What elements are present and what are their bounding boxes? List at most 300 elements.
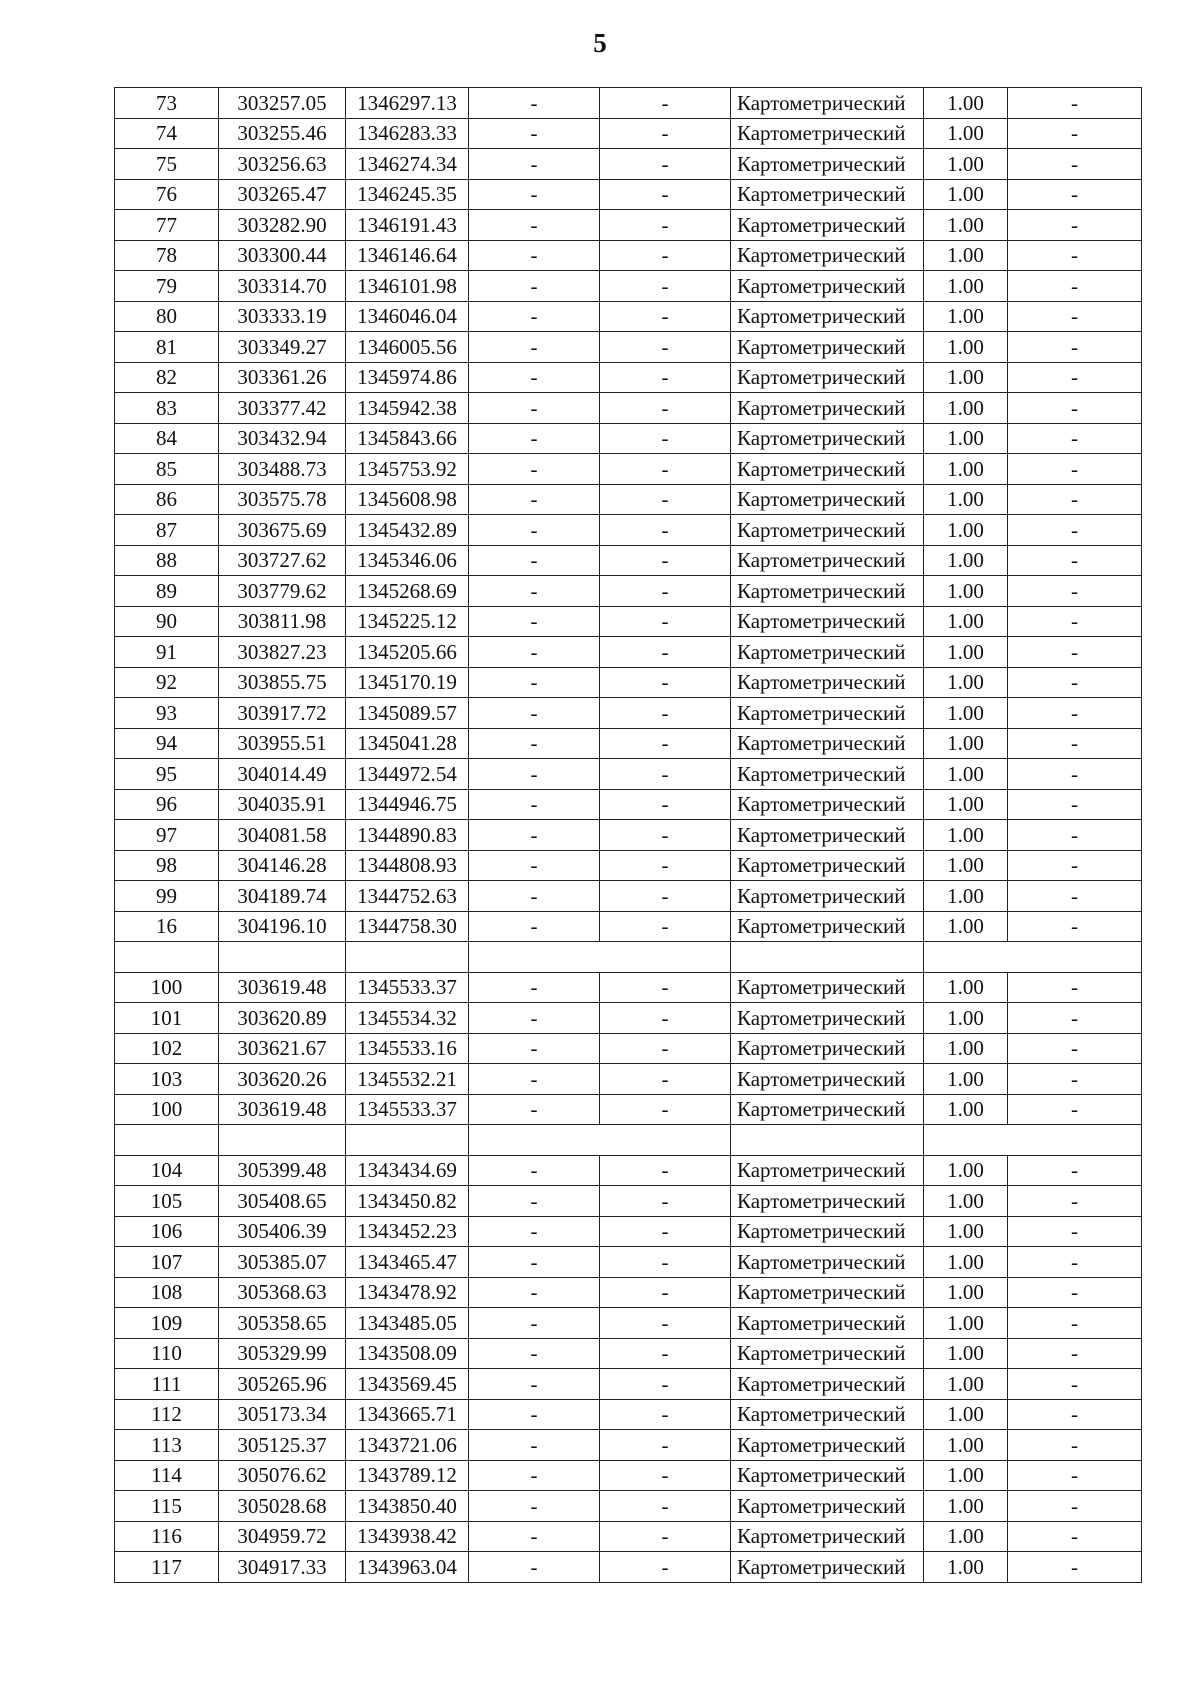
dash-cell: -: [600, 759, 731, 790]
dash-cell: -: [469, 423, 600, 454]
accuracy-cell: 1.00: [924, 210, 1008, 241]
dash-cell: -: [600, 1277, 731, 1308]
table-row: [115, 271, 1142, 302]
method-cell: Картометрический: [731, 820, 924, 851]
point-number-cell: 73: [115, 88, 219, 119]
x-coordinate-cell: 305329.99: [219, 1338, 346, 1369]
x-coordinate-cell: 303620.26: [219, 1064, 346, 1095]
method-cell: Картометрический: [731, 1003, 924, 1034]
dash-cell: -: [469, 1033, 600, 1064]
dash-cell: -: [600, 850, 731, 881]
separator-row: [115, 1125, 1142, 1156]
point-number-cell: 74: [115, 118, 219, 149]
empty-cell: [731, 1125, 924, 1156]
dash-cell: -: [600, 423, 731, 454]
empty-cell: [469, 942, 731, 973]
point-number-cell: 80: [115, 301, 219, 332]
point-number-cell: 75: [115, 149, 219, 180]
x-coordinate-cell: 303827.23: [219, 637, 346, 668]
method-cell: Картометрический: [731, 393, 924, 424]
table-row: [115, 911, 1142, 942]
accuracy-cell: 1.00: [924, 637, 1008, 668]
table-row: [115, 820, 1142, 851]
method-cell: Картометрический: [731, 1369, 924, 1400]
dash-cell: -: [600, 1552, 731, 1583]
dash-cell: -: [1008, 667, 1142, 698]
point-number-cell: 100: [115, 972, 219, 1003]
dash-cell: -: [469, 179, 600, 210]
point-number-cell: 106: [115, 1216, 219, 1247]
table-row: [115, 606, 1142, 637]
method-cell: Картометрический: [731, 972, 924, 1003]
method-cell: Картометрический: [731, 698, 924, 729]
dash-cell: -: [600, 1521, 731, 1552]
method-cell: Картометрический: [731, 759, 924, 790]
method-cell: Картометрический: [731, 118, 924, 149]
dash-cell: -: [1008, 850, 1142, 881]
dash-cell: -: [469, 301, 600, 332]
point-number-cell: 84: [115, 423, 219, 454]
point-number-cell: 97: [115, 820, 219, 851]
y-coordinate-cell: 1345089.57: [346, 698, 469, 729]
table-row: [115, 972, 1142, 1003]
dash-cell: -: [469, 149, 600, 180]
dash-cell: -: [469, 362, 600, 393]
table-row: [115, 210, 1142, 241]
dash-cell: -: [1008, 881, 1142, 912]
x-coordinate-cell: 303619.48: [219, 1094, 346, 1125]
table-row: [115, 1552, 1142, 1583]
table-row: [115, 1399, 1142, 1430]
y-coordinate-cell: 1345205.66: [346, 637, 469, 668]
accuracy-cell: 1.00: [924, 820, 1008, 851]
dash-cell: -: [600, 1247, 731, 1278]
x-coordinate-cell: 303621.67: [219, 1033, 346, 1064]
dash-cell: -: [469, 545, 600, 576]
accuracy-cell: 1.00: [924, 1064, 1008, 1095]
dash-cell: -: [600, 1094, 731, 1125]
x-coordinate-cell: 305028.68: [219, 1491, 346, 1522]
table-row: [115, 1186, 1142, 1217]
point-number-cell: 90: [115, 606, 219, 637]
table-row: [115, 1338, 1142, 1369]
dash-cell: -: [469, 637, 600, 668]
accuracy-cell: 1.00: [924, 1247, 1008, 1278]
y-coordinate-cell: 1346274.34: [346, 149, 469, 180]
y-coordinate-cell: 1344946.75: [346, 789, 469, 820]
dash-cell: -: [469, 240, 600, 271]
table-row: [115, 1430, 1142, 1461]
method-cell: Картометрический: [731, 1186, 924, 1217]
table-row: [115, 332, 1142, 363]
dash-cell: -: [1008, 515, 1142, 546]
x-coordinate-cell: 303855.75: [219, 667, 346, 698]
point-number-cell: 103: [115, 1064, 219, 1095]
dash-cell: -: [1008, 1216, 1142, 1247]
accuracy-cell: 1.00: [924, 1186, 1008, 1217]
dash-cell: -: [469, 698, 600, 729]
dash-cell: -: [1008, 362, 1142, 393]
accuracy-cell: 1.00: [924, 1308, 1008, 1339]
table-row: [115, 1003, 1142, 1034]
point-number-cell: 114: [115, 1460, 219, 1491]
y-coordinate-cell: 1345974.86: [346, 362, 469, 393]
accuracy-cell: 1.00: [924, 1552, 1008, 1583]
method-cell: Картометрический: [731, 911, 924, 942]
x-coordinate-cell: 303619.48: [219, 972, 346, 1003]
point-number-cell: 92: [115, 667, 219, 698]
point-number-cell: 113: [115, 1430, 219, 1461]
dash-cell: -: [1008, 1308, 1142, 1339]
method-cell: Картометрический: [731, 545, 924, 576]
dash-cell: -: [600, 1491, 731, 1522]
dash-cell: -: [600, 362, 731, 393]
x-coordinate-cell: 303333.19: [219, 301, 346, 332]
y-coordinate-cell: 1343721.06: [346, 1430, 469, 1461]
dash-cell: -: [1008, 1247, 1142, 1278]
accuracy-cell: 1.00: [924, 118, 1008, 149]
point-number-cell: 82: [115, 362, 219, 393]
point-number-cell: 94: [115, 728, 219, 759]
method-cell: Картометрический: [731, 1491, 924, 1522]
dash-cell: -: [600, 393, 731, 424]
dash-cell: -: [469, 820, 600, 851]
accuracy-cell: 1.00: [924, 576, 1008, 607]
x-coordinate-cell: 303917.72: [219, 698, 346, 729]
y-coordinate-cell: 1345608.98: [346, 484, 469, 515]
method-cell: Картометрический: [731, 1064, 924, 1095]
method-cell: Картометрический: [731, 149, 924, 180]
y-coordinate-cell: 1344808.93: [346, 850, 469, 881]
dash-cell: -: [600, 637, 731, 668]
x-coordinate-cell: 305173.34: [219, 1399, 346, 1430]
dash-cell: -: [1008, 1003, 1142, 1034]
dash-cell: -: [1008, 332, 1142, 363]
table-row: [115, 1247, 1142, 1278]
x-coordinate-cell: 305385.07: [219, 1247, 346, 1278]
accuracy-cell: 1.00: [924, 911, 1008, 942]
dash-cell: -: [469, 1094, 600, 1125]
dash-cell: -: [600, 88, 731, 119]
point-number-cell: 111: [115, 1369, 219, 1400]
accuracy-cell: 1.00: [924, 606, 1008, 637]
dash-cell: -: [469, 1521, 600, 1552]
x-coordinate-cell: 304196.10: [219, 911, 346, 942]
dash-cell: -: [469, 972, 600, 1003]
x-coordinate-cell: 303620.89: [219, 1003, 346, 1034]
y-coordinate-cell: 1346191.43: [346, 210, 469, 241]
point-number-cell: 78: [115, 240, 219, 271]
x-coordinate-cell: 303256.63: [219, 149, 346, 180]
accuracy-cell: 1.00: [924, 1430, 1008, 1461]
dash-cell: -: [600, 515, 731, 546]
y-coordinate-cell: 1345346.06: [346, 545, 469, 576]
dash-cell: -: [1008, 759, 1142, 790]
y-coordinate-cell: 1345432.89: [346, 515, 469, 546]
dash-cell: -: [469, 1460, 600, 1491]
accuracy-cell: 1.00: [924, 515, 1008, 546]
table-row: [115, 1521, 1142, 1552]
y-coordinate-cell: 1346283.33: [346, 118, 469, 149]
table-row: [115, 759, 1142, 790]
method-cell: Картометрический: [731, 454, 924, 485]
point-number-cell: 101: [115, 1003, 219, 1034]
dash-cell: -: [1008, 1094, 1142, 1125]
table-row: [115, 728, 1142, 759]
method-cell: Картометрический: [731, 1338, 924, 1369]
method-cell: Картометрический: [731, 1216, 924, 1247]
table-row: [115, 1216, 1142, 1247]
point-number-cell: 107: [115, 1247, 219, 1278]
method-cell: Картометрический: [731, 667, 924, 698]
dash-cell: -: [600, 728, 731, 759]
y-coordinate-cell: 1344758.30: [346, 911, 469, 942]
point-number-cell: 85: [115, 454, 219, 485]
dash-cell: -: [600, 149, 731, 180]
accuracy-cell: 1.00: [924, 301, 1008, 332]
x-coordinate-cell: 304035.91: [219, 789, 346, 820]
dash-cell: -: [469, 1552, 600, 1583]
accuracy-cell: 1.00: [924, 423, 1008, 454]
dash-cell: -: [1008, 179, 1142, 210]
dash-cell: -: [1008, 789, 1142, 820]
dash-cell: -: [1008, 820, 1142, 851]
point-number-cell: 16: [115, 911, 219, 942]
dash-cell: -: [469, 728, 600, 759]
y-coordinate-cell: 1344972.54: [346, 759, 469, 790]
dash-cell: -: [469, 576, 600, 607]
y-coordinate-cell: 1343938.42: [346, 1521, 469, 1552]
dash-cell: -: [469, 1216, 600, 1247]
y-coordinate-cell: 1346005.56: [346, 332, 469, 363]
dash-cell: -: [469, 1491, 600, 1522]
accuracy-cell: 1.00: [924, 850, 1008, 881]
accuracy-cell: 1.00: [924, 1338, 1008, 1369]
point-number-cell: 95: [115, 759, 219, 790]
x-coordinate-cell: 303282.90: [219, 210, 346, 241]
table-row: [115, 301, 1142, 332]
dash-cell: -: [469, 515, 600, 546]
point-number-cell: 98: [115, 850, 219, 881]
dash-cell: -: [1008, 1064, 1142, 1095]
dash-cell: -: [1008, 576, 1142, 607]
dash-cell: -: [1008, 1369, 1142, 1400]
accuracy-cell: 1.00: [924, 728, 1008, 759]
empty-cell: [924, 942, 1142, 973]
y-coordinate-cell: 1345170.19: [346, 667, 469, 698]
method-cell: Картометрический: [731, 637, 924, 668]
dash-cell: -: [600, 301, 731, 332]
dash-cell: -: [600, 1033, 731, 1064]
dash-cell: -: [600, 210, 731, 241]
table-row: [115, 637, 1142, 668]
point-number-cell: 99: [115, 881, 219, 912]
table-row: [115, 362, 1142, 393]
accuracy-cell: 1.00: [924, 667, 1008, 698]
dash-cell: -: [469, 1399, 600, 1430]
method-cell: Картометрический: [731, 1155, 924, 1186]
table-row: [115, 393, 1142, 424]
dash-cell: -: [600, 820, 731, 851]
dash-cell: -: [1008, 1399, 1142, 1430]
y-coordinate-cell: 1346297.13: [346, 88, 469, 119]
accuracy-cell: 1.00: [924, 545, 1008, 576]
dash-cell: -: [469, 667, 600, 698]
dash-cell: -: [1008, 1521, 1142, 1552]
y-coordinate-cell: 1345532.21: [346, 1064, 469, 1095]
point-number-cell: 83: [115, 393, 219, 424]
point-number-cell: 93: [115, 698, 219, 729]
table-row: [115, 88, 1142, 119]
method-cell: Картометрический: [731, 1399, 924, 1430]
method-cell: Картометрический: [731, 301, 924, 332]
x-coordinate-cell: 305408.65: [219, 1186, 346, 1217]
dash-cell: -: [1008, 1186, 1142, 1217]
accuracy-cell: 1.00: [924, 149, 1008, 180]
accuracy-cell: 1.00: [924, 1033, 1008, 1064]
method-cell: Картометрический: [731, 1094, 924, 1125]
table-row: [115, 789, 1142, 820]
method-cell: Картометрический: [731, 576, 924, 607]
table-row: [115, 698, 1142, 729]
table-row: [115, 1155, 1142, 1186]
point-number-cell: 109: [115, 1308, 219, 1339]
x-coordinate-cell: 303432.94: [219, 423, 346, 454]
dash-cell: -: [1008, 728, 1142, 759]
accuracy-cell: 1.00: [924, 789, 1008, 820]
dash-cell: -: [469, 1155, 600, 1186]
accuracy-cell: 1.00: [924, 362, 1008, 393]
dash-cell: -: [600, 1430, 731, 1461]
table-body: [115, 88, 1142, 1583]
dash-cell: -: [1008, 1552, 1142, 1583]
dash-cell: -: [469, 1064, 600, 1095]
table-row: [115, 1277, 1142, 1308]
dash-cell: -: [1008, 240, 1142, 271]
y-coordinate-cell: 1343465.47: [346, 1247, 469, 1278]
accuracy-cell: 1.00: [924, 454, 1008, 485]
point-number-cell: 88: [115, 545, 219, 576]
accuracy-cell: 1.00: [924, 1369, 1008, 1400]
coordinates-table: [114, 87, 1142, 1583]
dash-cell: -: [1008, 1338, 1142, 1369]
dash-cell: -: [469, 484, 600, 515]
dash-cell: -: [600, 1369, 731, 1400]
dash-cell: -: [1008, 698, 1142, 729]
y-coordinate-cell: 1345533.37: [346, 972, 469, 1003]
x-coordinate-cell: 303300.44: [219, 240, 346, 271]
point-number-cell: 77: [115, 210, 219, 241]
y-coordinate-cell: 1346245.35: [346, 179, 469, 210]
y-coordinate-cell: 1343434.69: [346, 1155, 469, 1186]
y-coordinate-cell: 1344890.83: [346, 820, 469, 851]
point-number-cell: 89: [115, 576, 219, 607]
point-number-cell: 117: [115, 1552, 219, 1583]
method-cell: Картометрический: [731, 179, 924, 210]
accuracy-cell: 1.00: [924, 759, 1008, 790]
dash-cell: -: [1008, 1033, 1142, 1064]
dash-cell: -: [469, 1247, 600, 1278]
point-number-cell: 100: [115, 1094, 219, 1125]
point-number-cell: 81: [115, 332, 219, 363]
method-cell: Картометрический: [731, 606, 924, 637]
empty-cell: [469, 1125, 731, 1156]
x-coordinate-cell: 304189.74: [219, 881, 346, 912]
y-coordinate-cell: 1345843.66: [346, 423, 469, 454]
dash-cell: -: [600, 545, 731, 576]
y-coordinate-cell: 1345268.69: [346, 576, 469, 607]
empty-cell: [219, 1125, 346, 1156]
dash-cell: -: [1008, 210, 1142, 241]
x-coordinate-cell: 303811.98: [219, 606, 346, 637]
method-cell: Картометрический: [731, 484, 924, 515]
dash-cell: -: [600, 667, 731, 698]
dash-cell: -: [469, 1308, 600, 1339]
x-coordinate-cell: 305368.63: [219, 1277, 346, 1308]
x-coordinate-cell: 305358.65: [219, 1308, 346, 1339]
x-coordinate-cell: 303675.69: [219, 515, 346, 546]
x-coordinate-cell: 305125.37: [219, 1430, 346, 1461]
x-coordinate-cell: 305399.48: [219, 1155, 346, 1186]
table-row: [115, 1491, 1142, 1522]
dash-cell: -: [600, 698, 731, 729]
y-coordinate-cell: 1345534.32: [346, 1003, 469, 1034]
point-number-cell: 79: [115, 271, 219, 302]
dash-cell: -: [1008, 118, 1142, 149]
dash-cell: -: [1008, 484, 1142, 515]
dash-cell: -: [469, 1369, 600, 1400]
point-number-cell: 87: [115, 515, 219, 546]
y-coordinate-cell: 1345942.38: [346, 393, 469, 424]
table-row: [115, 545, 1142, 576]
empty-cell: [346, 942, 469, 973]
method-cell: Картометрический: [731, 271, 924, 302]
y-coordinate-cell: 1346146.64: [346, 240, 469, 271]
method-cell: Картометрический: [731, 728, 924, 759]
dash-cell: -: [600, 1064, 731, 1095]
accuracy-cell: 1.00: [924, 1460, 1008, 1491]
y-coordinate-cell: 1345041.28: [346, 728, 469, 759]
table-row: [115, 1094, 1142, 1125]
dash-cell: -: [1008, 271, 1142, 302]
accuracy-cell: 1.00: [924, 698, 1008, 729]
dash-cell: -: [469, 271, 600, 302]
dash-cell: -: [469, 606, 600, 637]
dash-cell: -: [1008, 637, 1142, 668]
dash-cell: -: [600, 271, 731, 302]
dash-cell: -: [1008, 149, 1142, 180]
dash-cell: -: [469, 1338, 600, 1369]
y-coordinate-cell: 1343789.12: [346, 1460, 469, 1491]
x-coordinate-cell: 303488.73: [219, 454, 346, 485]
y-coordinate-cell: 1345225.12: [346, 606, 469, 637]
y-coordinate-cell: 1345533.37: [346, 1094, 469, 1125]
point-number-cell: 96: [115, 789, 219, 820]
table-row: [115, 881, 1142, 912]
dash-cell: -: [600, 454, 731, 485]
point-number-cell: 104: [115, 1155, 219, 1186]
method-cell: Картометрический: [731, 1460, 924, 1491]
accuracy-cell: 1.00: [924, 1399, 1008, 1430]
x-coordinate-cell: 304146.28: [219, 850, 346, 881]
dash-cell: -: [1008, 1430, 1142, 1461]
x-coordinate-cell: 303361.26: [219, 362, 346, 393]
point-number-cell: 112: [115, 1399, 219, 1430]
dash-cell: -: [1008, 545, 1142, 576]
x-coordinate-cell: 303255.46: [219, 118, 346, 149]
accuracy-cell: 1.00: [924, 1277, 1008, 1308]
x-coordinate-cell: 303779.62: [219, 576, 346, 607]
